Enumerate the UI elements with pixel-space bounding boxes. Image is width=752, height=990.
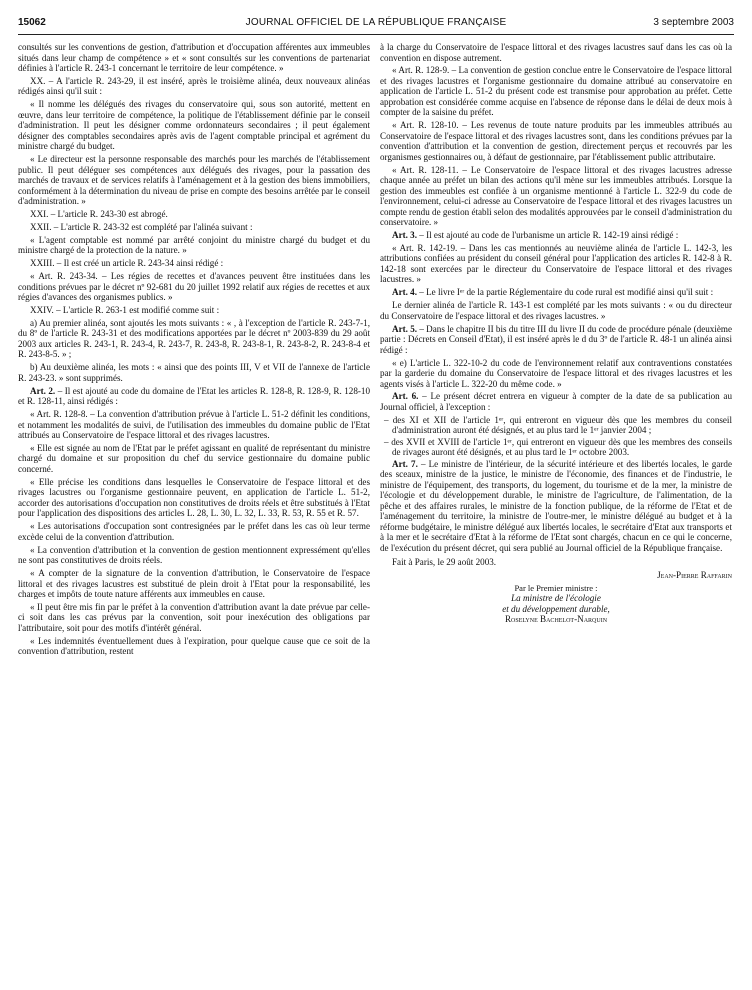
paragraph bbox=[18, 99, 370, 152]
paragraph-text: « Il nomme les délégués des rivages du conservatoire qui, sous son autorité, mettent en œuvre, dans leur territoire de compétence, la politique de l'établissement définie par le conseil d'administration. Il peut les désigner comme ordonnateurs secondaires ; il peut également désigner des comptables secondaires après avis de l'agent comptable principal et agrément du ministre chargé du budget. bbox=[18, 99, 370, 152]
article-number: Art. 7. bbox=[392, 458, 418, 469]
issue-date: 3 septembre 2003 bbox=[653, 17, 734, 28]
minister-name: Roselyne Bachelot-Narquin bbox=[504, 614, 608, 625]
paragraph bbox=[380, 65, 732, 118]
paragraph-text: « Art. R. 142-19. – Dans les cas mentionnés au neuvième alinéa de l'article L. 142-3, les attributions confiées au président du conseil général pour l'application des articles R. 142-8 à R. 142-18 sont exercées par le directeur du Conservatoire de l'espace littoral et des rivages lacustres. » bbox=[380, 242, 732, 285]
paragraph-text: – des XI et XII de l'article 1ᵉʳ, qui entreront en vigueur dès que les membres du conseil d'administration auront été désignés, et au plus tard le 1ᵉʳ janvier 2004 ; bbox=[384, 414, 732, 436]
paragraph-text: « Elle est signée au nom de l'Etat par le préfet agissant en qualité de représentant du ministre chargé du domaine et sur proposition du chef du service gestionnaire du domaine public concerné. bbox=[18, 442, 370, 474]
paragraph bbox=[18, 222, 370, 233]
page-number: 15062 bbox=[18, 17, 46, 28]
paragraph bbox=[18, 271, 370, 303]
article-number: Art. 5. bbox=[392, 323, 418, 334]
paragraph bbox=[18, 636, 370, 657]
right-column-body bbox=[380, 42, 732, 553]
paragraph-text: – Il est ajouté au code du domaine de l'Etat les articles R. 128-8, R. 128-9, R. 128-10 et R. 128-11, ainsi rédigés : bbox=[18, 385, 371, 407]
paragraph-text: – Le livre Iᵉʳ de la partie Réglementaire du code rural est modifié ainsi qu'il suit : bbox=[417, 287, 714, 298]
paragraph-text: « L'agent comptable est nommé par arrêté conjoint du ministre chargé du budget et du ministre chargé de la protection de la nature. » bbox=[18, 234, 370, 256]
article-number: Art. 6. bbox=[392, 391, 419, 402]
paragraph-text: « Art. R. 128-11. – Le Conservatoire de l'espace littoral et des rivages lacustres adresse chaque année au préfet un bilan des actions qu'il mène sur les immeubles attribués. Lorsque la gestion des immeubles est confiée à un organisme mentionné à l'article L. 322-9 du code de l'environnement, celui-ci adresse au Conservatoire de l'espace littoral et des rivages lacustres un compte rendu de gestion établi selon des modalités approuvées par le conseil d'administration du conservatoire. » bbox=[380, 164, 732, 228]
by-prime-minister: Par le Premier ministre : bbox=[514, 582, 598, 593]
paragraph-text: b) Au deuxième alinéa, les mots : « ainsi que des points III, V et VII de l'annexe de l'article R. 243-23. » sont supprimés. bbox=[18, 362, 370, 383]
paragraph bbox=[18, 76, 370, 97]
paragraph bbox=[18, 42, 370, 74]
paragraph-text: « Elle précise les conditions dans lesquelles le Conservatoire de l'espace littoral et des rivages lacustres ou l'organisme gestionnaire peuvent, en application de l'article L. 51-2, accorder des autorisations d'occupation non constitutives de droits réels et être substitués à l'Etat pour l'application des dispositions des articles L. 28, L. 30, L. 32, L. 33, R. 53, R. 55 et R. 57. bbox=[18, 476, 370, 519]
paragraph bbox=[380, 415, 732, 436]
article-number: Art. 3. bbox=[392, 230, 417, 241]
article-paragraph bbox=[380, 459, 732, 554]
header-rule bbox=[18, 34, 734, 35]
paragraph-text: – Il est ajouté au code de l'urbanisme un article R. 142-19 ainsi rédigé : bbox=[417, 230, 679, 241]
paragraph bbox=[18, 477, 370, 519]
minister-title-1: La ministre de l'écologie bbox=[511, 593, 601, 604]
minister-title-2: et du développement durable, bbox=[502, 603, 610, 614]
paragraph-text: « Le directeur est la personne responsable des marchés pour les marchés de l'établissement public. Il peut déléguer ses compétences aux délégués des rivages, pour la passation des marchés de travaux et de services relatifs à l'aménagement et à la gestion des biens immobiliers, conformément à la détermination du niveau de prise en compte des besoins arrêtée par le conseil d'administration. » bbox=[18, 154, 370, 207]
article-paragraph bbox=[380, 391, 732, 412]
paragraph-text: « Art. R. 243-34. – Les régies de recettes et d'avances peuvent être instituées dans les conditions prévues par le décret nº 92-681 du 20 juillet 1992 relatif aux régies de recettes et aux régies d'avances des organismes publics. » bbox=[18, 271, 370, 303]
paragraph-text: « Il peut être mis fin par le préfet à la convention d'attribution avant la date prévue par celle-ci soit dans les cas prévus par la convention, soit pour inexécution des obligations par l'attributaire, soit pour des motifs d'intérêt général. bbox=[18, 601, 370, 633]
paragraph bbox=[18, 362, 370, 383]
article-number: Art. 2. bbox=[30, 385, 56, 396]
paragraph bbox=[18, 545, 370, 566]
paragraph bbox=[18, 568, 370, 600]
paragraph-text: XX. – A l'article R. 243-29, il est inséré, après le troisième alinéa, deux nouveaux alinéas rédigés ainsi qu'il suit : bbox=[18, 75, 370, 97]
paragraph-text: « Art. R. 128-8. – La convention d'attribution prévue à l'article L. 51-2 définit les conditions, et notamment les modalités de suivi, de l'utilisation des immeubles du domaine public de l'Etat attribués au Conservatoire de l'espace littoral et des rivages lacustres. bbox=[18, 409, 370, 441]
paragraph-text: consultés sur les conventions de gestion, d'attribution et d'occupation afférentes aux immeubles situés dans leur champ de compétence » et « sont consultés sur les conventions de partenariat définies à l'article R. 243-1 concernant le territoire de leur compétence. » bbox=[18, 42, 370, 73]
paragraph-text: « Art. R. 128-10. – Les revenus de toute nature produits par les immeubles attribués au Conservatoire de l'espace littoral et des rivages lacustres sont, dans les conditions prévues par la convention d'attribution et la convention de gestion, directement perçus et recouvrés par les organismes gestionnaires ou, à défaut de gestionnaire, par l'établissement public attributaire. bbox=[380, 120, 732, 162]
paragraph-text: « Les indemnités éventuellement dues à l'expiration, pour quelque cause que ce soit de la convention d'attribution, restent bbox=[18, 635, 370, 657]
paragraph bbox=[380, 165, 732, 228]
article-paragraph bbox=[380, 230, 732, 241]
signer-name: Jean-Pierre Raffarin bbox=[657, 570, 732, 581]
place-date: Fait à Paris, le 29 août 2003. bbox=[392, 557, 497, 568]
paragraph bbox=[18, 409, 370, 441]
paragraph-text: a) Au premier alinéa, sont ajoutés les mots suivants : « , à l'exception de l'article R. 243-7-1, du 8º de l'article R. 243-31 et des modifications apportées par le décret nº 2003-839 du 29 août 2003 aux articles R. 243-1, R. 243-4, R. 243-7, R. 243-8, R. 243-8-1, R. 243-8-2, R. 243-8-4 et R. 243-8-5. » ; bbox=[18, 317, 370, 360]
paragraph bbox=[380, 358, 732, 390]
paragraph bbox=[18, 154, 370, 207]
paragraph-text: « Les autorisations d'occupation sont contresignées par le préfet dans les cas où leur terme excède celui de la convention d'attribution. bbox=[18, 521, 370, 542]
paragraph-text: Le dernier alinéa de l'article R. 143-1 est complété par les mots suivants : « ou du directeur du Conservatoire de l'espace littoral et des rivages lacustres. » bbox=[380, 300, 732, 321]
article-paragraph bbox=[380, 287, 732, 298]
page-header bbox=[18, 17, 734, 31]
left-column bbox=[18, 42, 370, 659]
paragraph bbox=[380, 437, 732, 458]
paragraph bbox=[18, 318, 370, 360]
paragraph-text: XXII. – L'article R. 243-32 est complété par l'alinéa suivant : bbox=[30, 221, 253, 232]
paragraph bbox=[18, 602, 370, 634]
paragraph-text: – Le présent décret entrera en vigueur à compter de la date de sa publication au Journal officiel, à l'exception : bbox=[380, 391, 732, 412]
paragraph-text: XXIII. – Il est créé un article R. 243-34 ainsi rédigé : bbox=[30, 258, 224, 269]
paragraph-text: – des XVII et XVIII de l'article 1ᵉʳ, qui entreront en vigueur dès que les membres des conseils de rivages auront été désignés, et au plus tard le 1ᵉʳ octobre 2003. bbox=[384, 436, 732, 458]
article-paragraph bbox=[380, 324, 732, 356]
paragraph bbox=[380, 42, 732, 63]
paragraph-text: – Le ministre de l'intérieur, de la sécurité intérieure et des libertés locales, le garde des sceaux, ministre de la justice, le ministre de l'économie, des finances et de l'industrie, le ministre de l'équipement, des transports, du logement, du tourisme et de la mer, la ministre de l'écologie et du développement durable, le ministre de l'agriculture, de l'alimentation, de la pêche et des affaires rurales, le ministre de la fonction publique, de la réforme de l'Etat et de l'aménagement du territoire, la ministre de l'outre-mer, le ministre délégué au budget et à la réforme budgétaire, le ministre délégué aux libertés locales, le secrétaire d'Etat aux transports et à la mer et le secrétaire d'Etat à la réforme de l'Etat sont chargés, chacun en ce qui le concerne, de l'exécution du présent décret, qui sera publié au Journal officiel de la République française. bbox=[380, 458, 732, 553]
paragraph bbox=[18, 443, 370, 475]
paragraph-text: XXI. – L'article R. 243-30 est abrogé. bbox=[30, 209, 168, 220]
paragraph bbox=[380, 120, 732, 162]
paragraph bbox=[380, 243, 732, 285]
paragraph-text: « Art. R. 128-9. – La convention de gestion conclue entre le Conservatoire de l'espace littoral et des rivages lacustres et l'organisme gestionnaire du domaine attribué au conservatoire en application de l'article L. 51-2 du présent code est transmise pour approbation au préfet. Cette approbation est considérée comme acquise en l'absence de réponse dans le délai de deux mois à compter de la saisine du préfet. bbox=[380, 65, 732, 118]
paragraph-text: XXIV. – L'article R. 263-1 est modifié comme suit : bbox=[30, 305, 220, 316]
paragraph-text: « La convention d'attribution et la convention de gestion mentionnent expressément qu'elles ne sont pas constitutives de droits réels. bbox=[18, 544, 370, 566]
paragraph bbox=[380, 300, 732, 321]
article-paragraph bbox=[18, 386, 370, 407]
signature-block bbox=[380, 557, 732, 624]
paragraph bbox=[18, 521, 370, 542]
paragraph-text: à la charge du Conservatoire de l'espace littoral et des rivages lacustres sauf dans les cas où la convention en dispose autrement. bbox=[380, 42, 732, 63]
paragraph bbox=[18, 305, 370, 316]
paragraph-text: « A compter de la signature de la convention d'attribution, le Conservatoire de l'espace littoral et des rivages lacustres est substitué de plein droit à l'Etat pour la responsabilité, les charges et impôts de toute nature afférents aux immeubles en cause. bbox=[18, 568, 370, 600]
paragraph-text: « e) L'article L. 322-10-2 du code de l'environnement relatif aux contraventions constatées par la garderie du domaine du Conservatoire de l'espace littoral et des rivages lacustres et les agents visés à l'article L. 322-20 du même code. » bbox=[380, 357, 732, 389]
paragraph bbox=[18, 209, 370, 220]
paragraph bbox=[18, 258, 370, 269]
journal-title: JOURNAL OFFICIEL DE LA RÉPUBLIQUE FRANÇAISE bbox=[245, 17, 507, 28]
paragraph-text: – Dans le chapitre II bis du titre III du livre II du code de procédure pénale (deuxième partie : Décrets en Conseil d'Etat), il est inséré après le d du 3º de l'article R. 48-1 un alinéa ainsi rédigé : bbox=[380, 323, 733, 355]
paragraph bbox=[18, 235, 370, 256]
article-number: Art. 4. bbox=[392, 287, 417, 298]
right-column bbox=[380, 42, 732, 625]
